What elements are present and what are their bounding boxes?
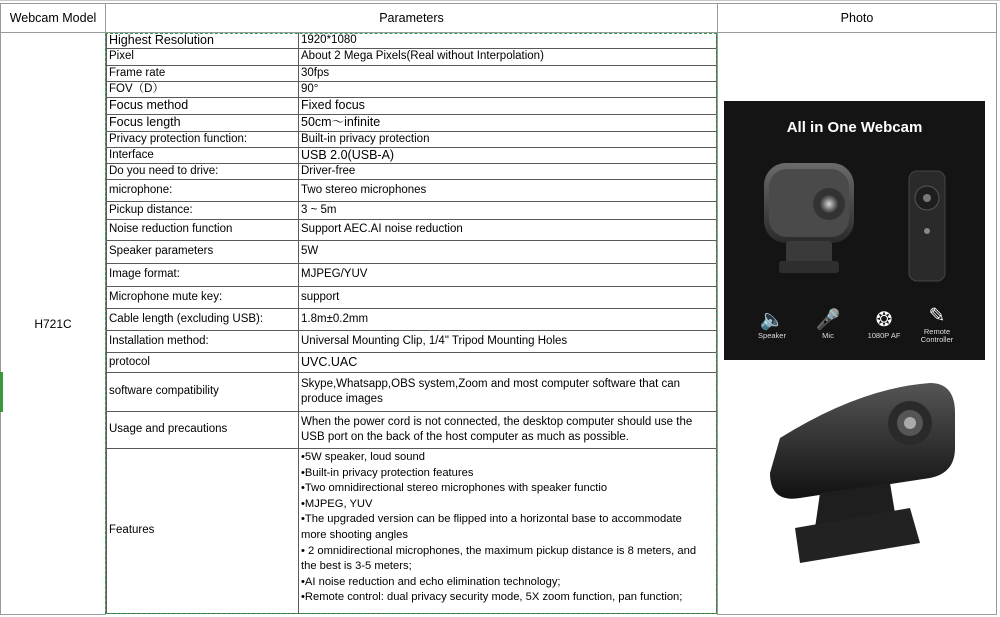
param-value: 1.8m±0.2mm xyxy=(299,309,717,331)
header-webcam-model: Webcam Model xyxy=(0,3,106,33)
param-label: Highest Resolution xyxy=(106,33,299,49)
row-indicator xyxy=(0,372,3,412)
promo-feature-caption: 1080P AF xyxy=(867,331,901,340)
param-label: Privacy protection function: xyxy=(106,132,299,148)
feature-line: •The upgraded version can be flipped into a horizontal base to accommodate xyxy=(301,513,682,526)
param-label: FOV（D） xyxy=(106,82,299,98)
aperture-icon: ❂ xyxy=(875,309,893,331)
microphone-icon: 🎤 xyxy=(815,309,841,331)
param-value: Driver-free xyxy=(299,164,717,180)
param-label: Focus length xyxy=(106,115,299,132)
param-value: 90° xyxy=(299,82,717,98)
feature-line: the best is 3-5 meters; xyxy=(301,560,412,573)
speaker-icon: 🔈 xyxy=(759,309,785,331)
param-value: 50cm～infinite xyxy=(299,115,717,132)
promo-image xyxy=(724,101,985,360)
feature-line: •AI noise reduction and echo elimination technology; xyxy=(301,575,561,588)
param-label: Pixel xyxy=(106,49,299,66)
promo-feature-caption: Remote Controller xyxy=(920,327,954,344)
param-label: microphone: xyxy=(106,180,299,202)
param-value: Built-in privacy protection xyxy=(299,132,717,148)
param-value: 30fps xyxy=(299,66,717,82)
remote-icon: ✎ xyxy=(928,305,946,327)
feature-line: • 2 omnidirectional microphones, the maximum pickup distance is 8 meters, and xyxy=(301,544,697,557)
param-label: Image format: xyxy=(106,264,299,287)
param-label: software compatibility xyxy=(106,373,299,412)
header-parameters: Parameters xyxy=(105,3,718,33)
promo-feature-remote xyxy=(912,304,962,344)
param-label: Focus method xyxy=(106,98,299,115)
promo-feature-speaker xyxy=(747,308,797,340)
model-cell xyxy=(0,32,106,615)
promo-feature-caption: Mic xyxy=(822,331,834,340)
promo-feature-1080p xyxy=(859,308,909,340)
webcam-product-photo xyxy=(760,378,960,588)
param-label: protocol xyxy=(106,353,299,373)
feature-line: •5W speaker, loud sound xyxy=(301,451,425,463)
model-value: H721C xyxy=(34,316,72,331)
param-value: MJPEG/YUV xyxy=(299,264,717,287)
features-label: Features xyxy=(106,449,299,614)
param-value: Fixed focus xyxy=(299,98,717,115)
param-label: Frame rate xyxy=(106,66,299,82)
promo-feature-mic xyxy=(803,308,853,340)
param-label: Usage and precautions xyxy=(106,412,299,449)
param-label: Do you need to drive: xyxy=(106,164,299,180)
param-value: Support AEC.AI noise reduction xyxy=(299,220,717,241)
param-value: When the power cord is not connected, the desktop computer should use the USB port on the back of the host computer as much as possible. xyxy=(299,412,717,449)
param-label: Noise reduction function xyxy=(106,220,299,241)
param-label: Cable length (excluding USB): xyxy=(106,309,299,331)
param-value: Two stereo microphones xyxy=(299,180,717,202)
param-value: support xyxy=(299,287,717,309)
param-label: Interface xyxy=(106,148,299,164)
param-label: Speaker parameters xyxy=(106,241,299,264)
param-value: UVC.UAC xyxy=(299,353,717,373)
param-label: Installation method: xyxy=(106,331,299,353)
param-value: Universal Mounting Clip, 1/4" Tripod Mounting Holes xyxy=(299,331,717,353)
param-value: 3 ~ 5m xyxy=(299,202,717,220)
param-label: Pickup distance: xyxy=(106,202,299,220)
param-value: Skype,Whatsapp,OBS system,Zoom and most computer software that can produce images xyxy=(299,373,717,412)
features-list xyxy=(299,449,717,614)
feature-line: more shooting angles xyxy=(301,528,408,541)
feature-line: •Two omnidirectional stereo microphones with speaker functio xyxy=(301,482,608,495)
param-value: About 2 Mega Pixels(Real without Interpolation) xyxy=(299,49,717,66)
param-value: USB 2.0(USB-A) xyxy=(299,148,717,164)
feature-line: •Remote control: dual privacy security mode, 5X zoom function, pan function; xyxy=(301,591,683,604)
feature-line: •Built-in privacy protection features xyxy=(301,466,474,479)
header-photo: Photo xyxy=(717,3,997,33)
feature-line: •MJPEG, YUV xyxy=(301,497,373,510)
promo-title: All in One Webcam xyxy=(786,119,923,136)
param-value: 1920*1080 xyxy=(299,33,717,49)
promo-feature-caption: Speaker xyxy=(758,331,786,340)
param-label: Microphone mute key: xyxy=(106,287,299,309)
param-value: 5W xyxy=(299,241,717,264)
